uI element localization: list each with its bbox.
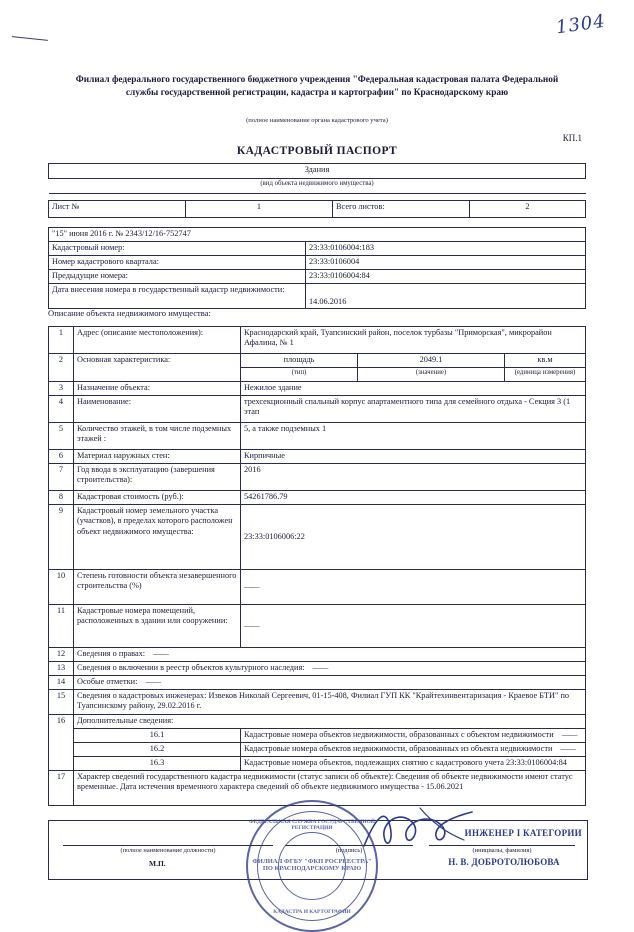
row-value: 5, а также подземных 1: [241, 423, 586, 450]
row-value: ——: [241, 570, 586, 605]
organization-header: Филиал федерального государственного бюджетного учреждения "Федеральная кадастровая палата Федеральной службы государственной регистрации, кадастра и картографии" по Краснодарскому краю: [75, 75, 559, 99]
initials-caption: (инициалы, фамилия): [472, 847, 532, 854]
table-row: [49, 676, 586, 690]
row-number: 9: [49, 505, 74, 570]
row-label: Количество этажей, в том числе подземных этажей :: [74, 423, 241, 450]
row-label: Основная характеристика:: [74, 354, 241, 382]
row-label: Кадастровые номера помещений, расположенных в здании или сооружении:: [74, 605, 241, 648]
corner-stroke: [12, 36, 48, 41]
previous-numbers-label: Предыдущие номера:: [49, 270, 306, 284]
sign-caption: (подпись): [335, 847, 363, 854]
row-number: 13: [49, 662, 74, 676]
row-value: ——: [241, 605, 586, 648]
subrow-value: ——: [560, 744, 576, 753]
row-value: ——: [153, 649, 168, 658]
row-value: ——: [145, 677, 161, 686]
inspector-name: Н. В. ДОБРОТОЛЮБОВА: [448, 857, 560, 867]
characteristic-unit: кв.м: [505, 354, 586, 368]
characteristic-unit-caption: (единица измерения): [505, 368, 586, 382]
sheets-table: [48, 200, 586, 218]
row-number: 7: [49, 464, 74, 491]
table-row: [49, 605, 586, 648]
row-label: Назначение объекта:: [74, 382, 241, 396]
row-label: Адрес (описание местоположения):: [74, 327, 241, 354]
row-value: Краснодарский край, Туапсинский район, поселок турбазы "Приморская", микрорайон Афалина, № 1: [241, 327, 586, 354]
handwritten-page-number: 1304: [554, 10, 608, 39]
total-sheets-label: Всего листов:: [333, 201, 470, 218]
table-row: [49, 382, 586, 396]
row-value: Кирпичные: [241, 450, 586, 464]
sign-line: [285, 845, 413, 846]
cadastral-number-value: 23:33:0106004:183: [306, 242, 586, 256]
subrow-number: 16.3: [74, 757, 241, 771]
row-label: Материал наружных стен:: [74, 450, 241, 464]
row-label: Кадастровая стоимость (руб.):: [74, 491, 241, 505]
table-row: [49, 743, 586, 757]
table-row: [49, 771, 586, 806]
row-value: 54261786.79: [241, 491, 586, 505]
row-number: 8: [49, 491, 74, 505]
stamp-bottom-text: КАДАСТРА И КАРТОГРАФИИ: [273, 909, 351, 915]
subrow-value: ——: [561, 730, 577, 739]
row-number: 1: [49, 327, 74, 354]
row-label: Год ввода в эксплуатацию (завершения строительства):: [74, 464, 241, 491]
row-number: 11: [49, 605, 74, 648]
cadastral-number-label: Кадастровый номер:: [49, 242, 306, 256]
numbers-table: [48, 227, 586, 309]
subrow-text: Кадастровые номера объектов недвижимости, образованных с объектом недвижимости: [244, 730, 554, 739]
row-number: 3: [49, 382, 74, 396]
initials-line: [429, 845, 575, 846]
position-line: [63, 845, 273, 846]
characteristic-value-caption: (значение): [358, 368, 505, 382]
row-value: ——: [312, 663, 328, 672]
table-row: [49, 715, 586, 729]
row-number: 15: [49, 690, 74, 715]
row-label: Наименование:: [74, 396, 241, 423]
row-label: Сведения о кадастровых инженерах: Извеков Николай Сергеевич, 01-15-408, Филиал ГУП КК "Крайтехинвентаризация - Краевое БТИ" по Туапсинскому району, 29.02.2016 г.: [74, 690, 586, 715]
table-row: [49, 450, 586, 464]
characteristic-type-caption: (тип): [241, 368, 358, 382]
stamp-top-text: ФЕДЕРАЛЬНАЯ СЛУЖБА ГОСУДАРСТВЕННОЙ РЕГИСТРАЦИИ: [249, 819, 375, 831]
previous-numbers-value: 23:33:0106004:84: [306, 270, 586, 284]
total-sheets-value: 2: [470, 201, 586, 218]
table-row: [49, 505, 586, 570]
quarter-number-label: Номер кадастрового квартала:: [49, 256, 306, 270]
quarter-number-value: 23:33:0106004: [306, 256, 586, 270]
row-number: 6: [49, 450, 74, 464]
organization-caption: (полное наименование органа кадастрового учета): [246, 117, 388, 124]
row-number: 10: [49, 570, 74, 605]
row-value: 2016: [241, 464, 586, 491]
sheet-label: Лист №: [49, 201, 186, 218]
subrow-number: 16.1: [74, 729, 241, 743]
form-code: КП.1: [562, 133, 582, 143]
entry-date-label: Дата внесения номера в государственный кадастр недвижимости:: [49, 284, 306, 309]
row-label: Особые отметки:: [77, 677, 138, 686]
row-label: Кадастровый номер земельного участка (участков), в пределах которого расположен объект недвижимого имущества:: [74, 505, 241, 570]
characteristic-type: площадь: [241, 354, 358, 368]
position-caption: (полное наименование должности): [120, 847, 216, 854]
row-label: Сведения о включении в реестр объектов культурного наследия:: [77, 663, 305, 672]
table-row: [49, 757, 586, 771]
row-number: 17: [49, 771, 74, 806]
description-caption: Описание объекта недвижимого имущества:: [48, 308, 211, 318]
object-type-value: Здания: [49, 164, 586, 179]
row-number: 5: [49, 423, 74, 450]
row-label: Характер сведений государственного кадастра недвижимости (статус записи об объекте): Сведения об объекте недвижимости имеют статус временные. Дата истечения временного характера сведений об объекте недвижимого имущества - 15.06.2021: [74, 771, 586, 806]
row-value: трехсекционный спальный корпус апартаментного типа для семейного отдыха - Секция 3 (1 этап: [241, 396, 586, 423]
object-description-table: [48, 326, 586, 806]
row-value: Нежилое здание: [241, 382, 586, 396]
row-label: Сведения о правах:: [77, 649, 146, 658]
row-number: 4: [49, 396, 74, 423]
subrow-number: 16.2: [74, 743, 241, 757]
table-row: [49, 662, 586, 676]
entry-date-value: 14.06.2016: [306, 284, 586, 309]
characteristic-value: 2049.1: [358, 354, 505, 368]
row-number: 2: [49, 354, 74, 382]
row-label: Дополнительные сведения:: [74, 715, 586, 729]
subrow-text: Кадастровые номера объектов недвижимости, образованных из объекта недвижимости: [244, 744, 553, 753]
row-number: 16: [49, 715, 74, 771]
row-number: 12: [49, 648, 74, 662]
row-number: 14: [49, 676, 74, 690]
mp-mark: М.П.: [149, 859, 166, 868]
table-row: [49, 570, 586, 605]
table-row: [49, 648, 586, 662]
table-row: [49, 690, 586, 715]
inspector-title: ИНЖЕНЕР I КАТЕГОРИИ: [464, 828, 582, 838]
table-row: [49, 354, 586, 368]
row-value: 23:33:0106006:22: [241, 505, 586, 570]
row-label: Степень готовности объекта незавершенного строительства (%): [74, 570, 241, 605]
object-type-caption: (вид объекта недвижимого имущества): [49, 179, 586, 194]
table-row: [49, 491, 586, 505]
sheet-value: 1: [186, 201, 333, 218]
page-title: КАДАСТРОВЫЙ ПАСПОРТ: [236, 145, 398, 157]
table-row: [49, 729, 586, 743]
object-type-table: [48, 163, 586, 194]
subrow-text: Кадастровые номера объектов, подлежащих снятию с кадастрового учета 23:33:0106004:84: [241, 757, 586, 771]
stamp-middle-text: ФИЛИАЛ ФГБУ "ФКП РОСРЕЕСТРА" ПО КРАСНОДАРСКОМУ КРАЮ: [252, 858, 372, 873]
document-date-line: "15" июня 2016 г. № 2343/12/16-752747: [49, 228, 586, 242]
